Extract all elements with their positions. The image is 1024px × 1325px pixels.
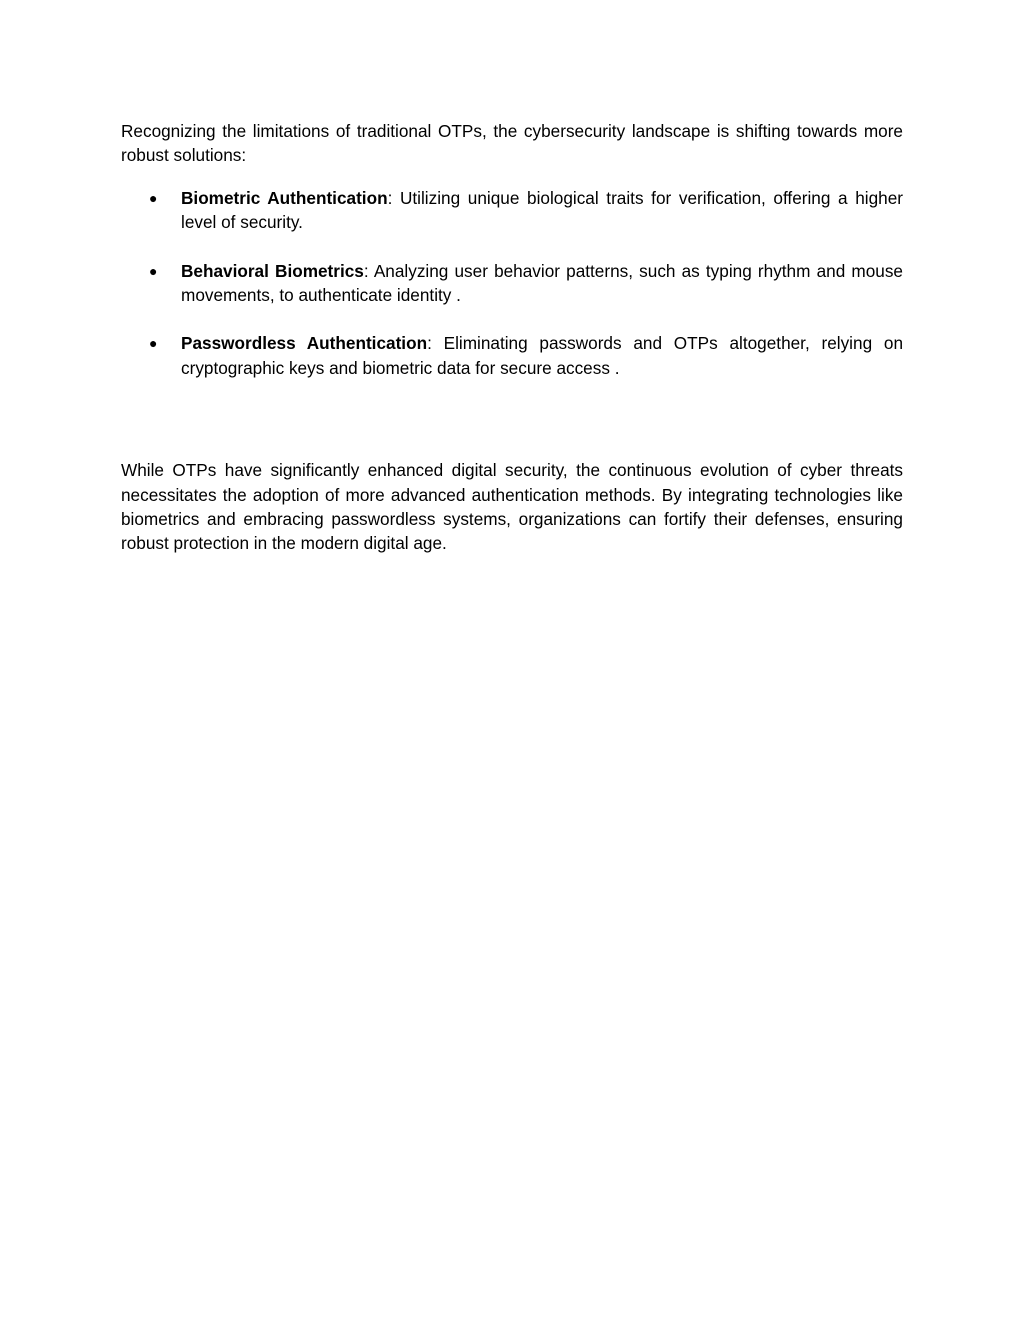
document-body (121, 119, 903, 556)
closing-paragraph: While OTPs have significantly enhanced digital security, the continuous evolution of cyber threats necessitates the adoption of more advanced authentication methods. By integrating technologies like biometrics and embracing passwordless systems, organizations can fortify their defenses, ensuring robust protection in the modern digital age. (121, 460, 903, 554)
bullet-icon: ● (149, 189, 158, 206)
solutions-list (121, 186, 903, 380)
list-item-text: : Eliminating passwords and OTPs altogether, relying on cryptographic keys and biometric data for secure access . (181, 333, 903, 378)
list-item-term: Passwordless Authentication (181, 333, 428, 354)
list-item-text: : Analyzing user behavior patterns, such as typing rhythm and mouse movements, to authenticate identity . (181, 260, 903, 306)
list-item (121, 331, 903, 380)
list-item (121, 259, 903, 308)
list-item (121, 186, 903, 235)
bullet-icon: ● (149, 262, 158, 279)
list-item-term: Behavioral Biometrics (181, 260, 364, 281)
list-item-text: : Utilizing unique biological traits for verification, offering a higher level of security. (181, 187, 903, 233)
intro-paragraph: Recognizing the limitations of traditional OTPs, the cybersecurity landscape is shifting towards more robust solutions: (121, 121, 903, 166)
list-item-term: Biometric Authentication (181, 187, 388, 208)
bullet-icon: ● (149, 335, 158, 352)
